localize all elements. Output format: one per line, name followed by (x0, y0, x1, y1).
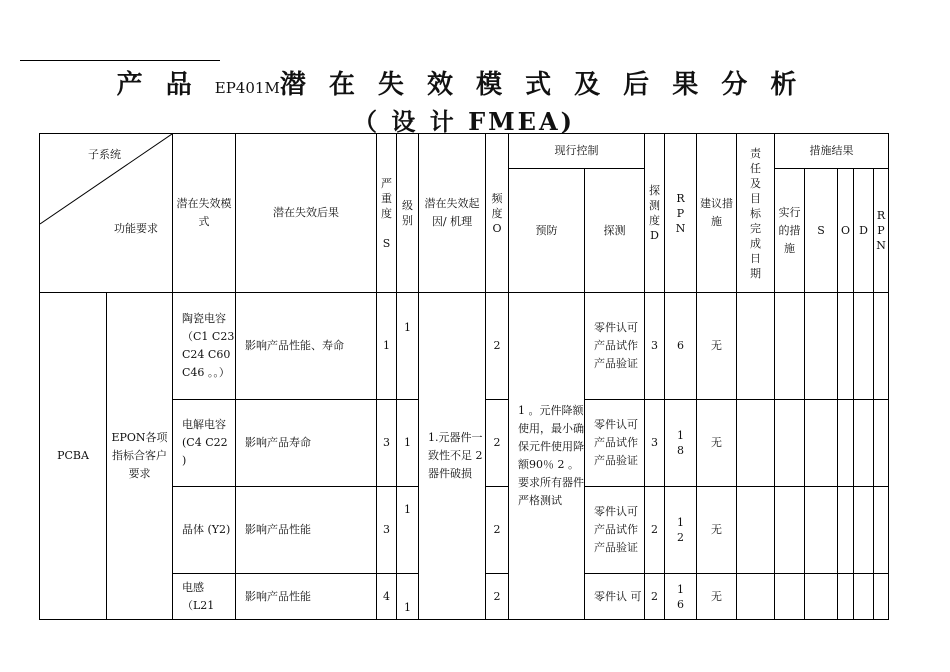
severity-cell: 4 (377, 574, 397, 620)
result-rpn-cell (874, 487, 889, 574)
recommended-action-cell: 无 (697, 400, 737, 487)
cause-header: 潜在失效起因/ 机理 (419, 134, 486, 293)
occurrence-cell: 2 (486, 400, 509, 487)
detection-method-cell: 零件认可 产品试作 产品验证 (585, 293, 645, 400)
action-taken-header: 实行的措施 (775, 169, 805, 293)
prevention-header: 预防 (509, 169, 585, 293)
responsibility-header: 责 任 及 目 标 完 成 日 期 (737, 134, 775, 293)
failure-mode-cell: 电感 （L21 (173, 574, 236, 620)
result-s-cell (805, 293, 838, 400)
subsystem-cell: PCBA (40, 293, 107, 620)
result-rpn-cell (874, 293, 889, 400)
page-subtitle: （ 设 计 FMEA) (353, 107, 575, 136)
result-d-cell (854, 487, 874, 574)
detection-cell: 3 (645, 400, 665, 487)
failure-effect-cell: 影响产品性能 (236, 487, 377, 574)
prevention-cell: 1 。元件降额使用，最小确保元件使用降额90％ 2 。要求所有器件严格测试 (509, 293, 585, 620)
rpn-cell: 1 6 (665, 574, 697, 620)
recommended-action-cell: 无 (697, 574, 737, 620)
detection-method-cell: 零件认可 产品试作 产品验证 (585, 487, 645, 574)
severity-cell: 3 (377, 487, 397, 574)
severity-header: 严 重 度 S (377, 134, 397, 293)
result-s-header: S (805, 169, 838, 293)
occurrence-header: 频 度 O (486, 134, 509, 293)
action-results-header: 措施结果 (775, 134, 889, 169)
detection-method-cell: 零件认 可 (585, 574, 645, 620)
responsibility-cell (737, 574, 775, 620)
header-rule (20, 60, 220, 61)
result-o-cell (838, 574, 854, 620)
fmea-table (39, 133, 889, 620)
detection-cell: 2 (645, 487, 665, 574)
recommended-action-cell: 无 (697, 487, 737, 574)
result-rpn-cell (874, 574, 889, 620)
class-cell: 1 (397, 400, 419, 487)
class-cell: 1 (397, 487, 419, 574)
subsystem-header: 子系统 (88, 148, 121, 161)
result-o-cell (838, 400, 854, 487)
function-cell: EPON各项指标合客户要求 (107, 293, 173, 620)
action-taken-cell (775, 293, 805, 400)
current-control-header: 现行控制 (509, 134, 645, 169)
severity-cell: 1 (377, 293, 397, 400)
detection-cell: 2 (645, 574, 665, 620)
rpn-cell: 1 2 (665, 487, 697, 574)
responsibility-cell (737, 293, 775, 400)
occurrence-cell: 2 (486, 293, 509, 400)
action-taken-cell (775, 487, 805, 574)
severity-cell: 3 (377, 400, 397, 487)
failure-mode-header: 潜在失效模式 (173, 134, 236, 293)
failure-mode-cell: 电解电容(C4 C22 ) (173, 400, 236, 487)
detection-header: 探 测 度 D (645, 134, 665, 293)
result-s-cell (805, 400, 838, 487)
function-requirement-header: 功能要求 (114, 222, 158, 235)
result-rpn-cell (874, 400, 889, 487)
detection-method-header: 探测 (585, 169, 645, 293)
rpn-cell: 1 8 (665, 400, 697, 487)
rpn-cell: 6 (665, 293, 697, 400)
failure-mode-cell: 陶瓷电容（C1 C23 C24 C60 C46 。。） (173, 293, 236, 400)
failure-mode-cell: 晶体 (Y2) (173, 487, 236, 574)
title-part2: 潜 在 失 效 模 式 及 后 果 分 析 (279, 70, 804, 100)
cause-cell: 1.元器件一致性不足 2 器件破损 (419, 293, 486, 620)
result-o-cell (838, 487, 854, 574)
detection-method-cell: 零件认可 产品试作 产品验证 (585, 400, 645, 487)
subsystem-function-header (40, 134, 173, 293)
title-part1: 产 品 (116, 70, 199, 100)
recommended-action-cell: 无 (697, 293, 737, 400)
failure-effect-cell: 影响产品性能 (236, 574, 377, 620)
failure-effect-header: 潜在失效后果 (236, 134, 377, 293)
failure-effect-cell: 影响产品寿命 (236, 400, 377, 487)
action-taken-cell (775, 400, 805, 487)
result-d-cell (854, 574, 874, 620)
rpn-header: R P N (665, 134, 697, 293)
result-o-header: O (838, 169, 854, 293)
class-cell: 1 (397, 574, 419, 620)
page-title (0, 64, 920, 101)
title-model: EP401M (214, 79, 280, 97)
action-taken-cell (775, 574, 805, 620)
table-row (40, 293, 889, 400)
result-d-cell (854, 400, 874, 487)
detection-cell: 3 (645, 293, 665, 400)
class-cell: 1 (397, 293, 419, 400)
result-d-header: D (854, 169, 874, 293)
result-s-cell (805, 487, 838, 574)
result-d-cell (854, 293, 874, 400)
result-rpn-header: R P N (874, 169, 889, 293)
result-s-cell (805, 574, 838, 620)
result-o-cell (838, 293, 854, 400)
responsibility-cell (737, 487, 775, 574)
class-header: 级 别 (397, 134, 419, 293)
occurrence-cell: 2 (486, 487, 509, 574)
failure-effect-cell: 影响产品性能、寿命 (236, 293, 377, 400)
recommended-action-header: 建议措施 (697, 134, 737, 293)
occurrence-cell: 2 (486, 574, 509, 620)
responsibility-cell (737, 400, 775, 487)
